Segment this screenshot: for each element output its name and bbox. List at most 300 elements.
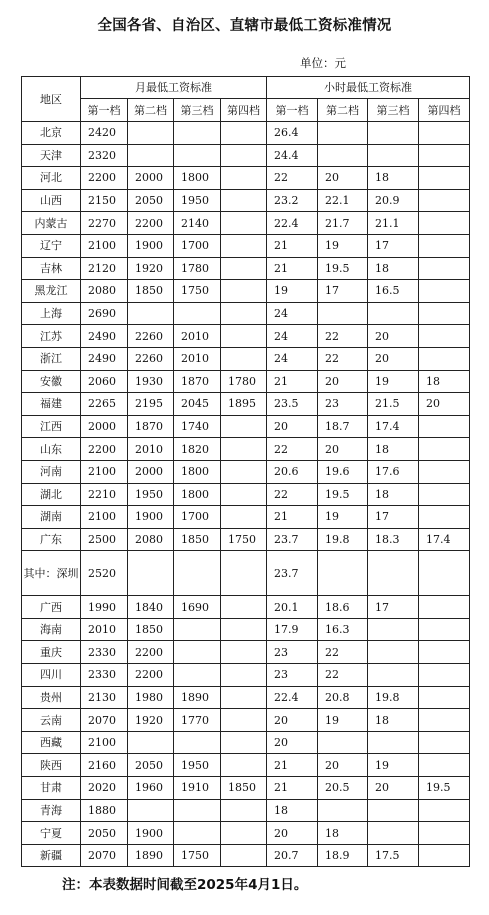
region-cell: 宁夏 [22,822,81,845]
monthly-tier-4-cell [221,347,267,370]
hourly-header: 小时最低工资标准 [267,77,470,99]
monthly-tier-1-cell: 2070 [81,709,128,732]
hourly-tier-3-cell: 18 [368,438,419,461]
region-cell: 北京 [22,122,81,145]
monthly-tier-4-cell [221,325,267,348]
monthly-tier-1-cell: 2500 [81,528,128,551]
table-body [22,122,470,867]
region-cell: 新疆 [22,844,81,867]
monthly-tier-3-cell: 1700 [174,234,221,257]
monthly-tier-2-cell: 2200 [128,664,174,687]
monthly-tier-4-cell [221,551,267,596]
monthly-tier-4-cell [221,167,267,190]
monthly-tier-1-cell: 2130 [81,686,128,709]
monthly-tier-1-cell: 2010 [81,618,128,641]
monthly-tier-4-cell [221,641,267,664]
hourly-tier-2-cell: 19 [318,234,368,257]
hourly-tier-4-cell [419,664,470,687]
hourly-tier-4-cell [419,822,470,845]
hourly-tier-1-cell: 20 [267,731,318,754]
hourly-tier-3-cell [368,799,419,822]
hourly-tier-4-cell [419,754,470,777]
hourly-tier-2-cell: 19 [318,709,368,732]
hourly-tier-4-cell: 20 [419,393,470,416]
monthly-tier-1-cell: 2420 [81,122,128,145]
hourly-tier-1-cell: 22 [267,483,318,506]
hourly-tier-1-cell: 22 [267,167,318,190]
table-row [22,528,470,551]
unit-label: 单位：元 [300,56,346,70]
hourly-tier-2-cell [318,122,368,145]
hourly-tier-2-cell: 20 [318,167,368,190]
monthly-tier-3-cell [174,122,221,145]
hourly-tier-3-cell: 19 [368,754,419,777]
hourly-tier-4-cell [419,234,470,257]
monthly-tier-2-cell [128,731,174,754]
hourly-tier-4-cell [419,506,470,529]
monthly-tier-2-cell: 1950 [128,483,174,506]
hourly-tier-2-cell: 18.9 [318,844,368,867]
table-row [22,122,470,145]
minimum-wage-table [21,76,470,867]
monthly-tier-4-cell [221,122,267,145]
monthly-tier-2-cell [128,799,174,822]
region-cell: 浙江 [22,347,81,370]
monthly-tier-2-cell: 1870 [128,415,174,438]
monthly-tier-4-cell [221,438,267,461]
table-row [22,686,470,709]
hourly-tier-1-cell: 24 [267,302,318,325]
monthly-tier-1-cell: 2150 [81,189,128,212]
hourly-tier-1-cell: 24.4 [267,144,318,167]
hourly-tier-4-cell: 19.5 [419,777,470,800]
monthly-tier-1-cell: 2690 [81,302,128,325]
hourly-tier-3-cell: 17 [368,234,419,257]
hourly-tier-1-cell: 23.7 [267,528,318,551]
hourly-tier-3-cell: 17.6 [368,460,419,483]
hourly-tier-2-cell: 21.7 [318,212,368,235]
hourly-tier-3-cell: 17 [368,596,419,619]
monthly-tier-3-cell: 2010 [174,347,221,370]
footnote: 注：本表数据时间截至2025年4月1日。 [62,877,308,893]
hourly-tier-3-cell: 17.4 [368,415,419,438]
monthly-tier-2-cell: 2080 [128,528,174,551]
monthly-tier-1-cell: 2520 [81,551,128,596]
region-cell: 其中：深圳 [22,551,81,596]
region-header: 地区 [22,77,81,122]
monthly-tier-3-cell: 1780 [174,257,221,280]
monthly-tier-4-cell: 1895 [221,393,267,416]
hourly-tier-1-cell: 21 [267,777,318,800]
hourly-tier-3-cell: 18 [368,709,419,732]
monthly-tier-3-cell: 1950 [174,754,221,777]
hourly-tier-4-cell [419,302,470,325]
hourly-tier-3-cell: 20 [368,777,419,800]
region-cell: 湖南 [22,506,81,529]
monthly-tier-2-cell: 2050 [128,189,174,212]
hourly-tier-3-cell [368,641,419,664]
hourly-tier-2-cell: 18.7 [318,415,368,438]
hourly-tier-2-cell: 20.5 [318,777,368,800]
hourly-tier-2-cell: 18.6 [318,596,368,619]
monthly-tier-2-cell: 2200 [128,641,174,664]
hourly-tier-4-cell [419,686,470,709]
monthly-tier-3-cell [174,551,221,596]
table-row [22,777,470,800]
monthly-tier-2-cell: 1900 [128,506,174,529]
hourly-tier-2-cell: 19.6 [318,460,368,483]
hourly-tier-3-cell: 16.5 [368,280,419,303]
table-row [22,483,470,506]
monthly-tier-2-cell: 1900 [128,234,174,257]
table-row [22,754,470,777]
monthly-tier-4-cell [221,618,267,641]
table-row [22,415,470,438]
hourly-tier-2-cell: 17 [318,280,368,303]
table-row [22,189,470,212]
monthly-tier-3-cell: 1870 [174,370,221,393]
monthly-tier-2-cell: 1900 [128,822,174,845]
hourly-tier-4-cell [419,415,470,438]
hourly-tier-3-cell [368,822,419,845]
hourly-tier-4-cell [419,483,470,506]
monthly-tier-1-cell: 2000 [81,415,128,438]
hourly-tier-2-cell: 23 [318,393,368,416]
hourly-tier-2-cell [318,799,368,822]
table-row [22,234,470,257]
region-cell: 天津 [22,144,81,167]
hourly-tier-4-cell [419,212,470,235]
hourly-tier-1-cell: 20 [267,415,318,438]
hourly-tier-1-cell: 20.7 [267,844,318,867]
monthly-tier-2-cell [128,551,174,596]
table-row [22,844,470,867]
table-row [22,370,470,393]
table-row [22,460,470,483]
table-row [22,438,470,461]
region-cell: 山东 [22,438,81,461]
monthly-tier-3-cell: 1890 [174,686,221,709]
monthly-tier-4-cell [221,460,267,483]
monthly-tier-3-cell: 2010 [174,325,221,348]
hourly-tier-2-cell: 20 [318,370,368,393]
region-cell: 河北 [22,167,81,190]
monthly-tier-1-cell: 2200 [81,438,128,461]
monthly-tier-1-cell: 2100 [81,506,128,529]
monthly-tier-4-cell: 1780 [221,370,267,393]
region-cell: 内蒙古 [22,212,81,235]
region-cell: 西藏 [22,731,81,754]
hourly-tier-4-cell [419,799,470,822]
hourly-tier-1-cell: 21 [267,370,318,393]
monthly-tier-1-cell: 2120 [81,257,128,280]
hourly-tier-2-cell: 18 [318,822,368,845]
monthly-tier-3-cell: 1910 [174,777,221,800]
hourly-tier-header: 第四档 [419,99,470,122]
monthly-tier-2-cell: 1850 [128,280,174,303]
hourly-tier-1-cell: 21 [267,754,318,777]
monthly-tier-3-cell: 1850 [174,528,221,551]
monthly-tier-4-cell [221,731,267,754]
hourly-tier-2-cell [318,731,368,754]
hourly-tier-2-cell: 19.5 [318,257,368,280]
table-row [22,506,470,529]
region-cell: 江西 [22,415,81,438]
monthly-tier-2-cell: 2260 [128,347,174,370]
monthly-tier-4-cell [221,415,267,438]
hourly-tier-4-cell [419,731,470,754]
monthly-tier-1-cell: 2100 [81,731,128,754]
monthly-tier-4-cell: 1750 [221,528,267,551]
hourly-tier-1-cell: 23 [267,641,318,664]
region-cell: 广西 [22,596,81,619]
monthly-tier-header: 第二档 [128,99,174,122]
hourly-tier-1-cell: 23.7 [267,551,318,596]
hourly-tier-4-cell [419,280,470,303]
hourly-tier-2-cell: 20 [318,438,368,461]
hourly-tier-1-cell: 17.9 [267,618,318,641]
hourly-tier-2-cell: 19.8 [318,528,368,551]
monthly-tier-3-cell [174,618,221,641]
monthly-tier-2-cell: 2000 [128,460,174,483]
hourly-tier-2-cell [318,302,368,325]
monthly-header: 月最低工资标准 [81,77,267,99]
hourly-tier-2-cell: 19.5 [318,483,368,506]
monthly-tier-2-cell [128,144,174,167]
hourly-tier-3-cell: 17 [368,506,419,529]
table-row [22,144,470,167]
hourly-tier-3-cell: 20 [368,347,419,370]
hourly-tier-1-cell: 21 [267,257,318,280]
table-row [22,731,470,754]
hourly-tier-3-cell: 20.9 [368,189,419,212]
hourly-tier-3-cell: 21.5 [368,393,419,416]
monthly-tier-2-cell: 2050 [128,754,174,777]
monthly-tier-1-cell: 2050 [81,822,128,845]
page-title: 全国各省、自治区、直辖市最低工资标准情况 [97,18,392,34]
monthly-tier-3-cell [174,302,221,325]
table-row [22,822,470,845]
monthly-tier-2-cell: 1920 [128,257,174,280]
table-row [22,551,470,596]
hourly-tier-2-cell: 16.3 [318,618,368,641]
monthly-tier-4-cell [221,799,267,822]
monthly-tier-3-cell: 1750 [174,844,221,867]
table-row [22,393,470,416]
monthly-tier-1-cell: 2270 [81,212,128,235]
hourly-tier-1-cell: 22 [267,438,318,461]
hourly-tier-1-cell: 23.2 [267,189,318,212]
hourly-tier-4-cell [419,551,470,596]
table-row [22,325,470,348]
monthly-tier-1-cell: 2320 [81,144,128,167]
monthly-tier-1-cell: 2330 [81,641,128,664]
hourly-tier-3-cell [368,144,419,167]
hourly-tier-1-cell: 21 [267,234,318,257]
hourly-tier-4-cell [419,347,470,370]
hourly-tier-4-cell [419,189,470,212]
monthly-tier-2-cell [128,302,174,325]
region-cell: 江苏 [22,325,81,348]
monthly-tier-4-cell [221,596,267,619]
monthly-tier-3-cell: 1950 [174,189,221,212]
monthly-tier-2-cell: 1920 [128,709,174,732]
monthly-tier-4-cell [221,144,267,167]
region-cell: 甘肃 [22,777,81,800]
hourly-tier-3-cell: 18 [368,167,419,190]
table-row [22,347,470,370]
hourly-tier-3-cell: 20 [368,325,419,348]
hourly-tier-3-cell [368,664,419,687]
table-row [22,664,470,687]
hourly-tier-1-cell: 23 [267,664,318,687]
monthly-tier-3-cell: 1690 [174,596,221,619]
monthly-tier-2-cell: 1960 [128,777,174,800]
region-cell: 安徽 [22,370,81,393]
region-cell: 黑龙江 [22,280,81,303]
monthly-tier-3-cell [174,822,221,845]
hourly-tier-3-cell: 19.8 [368,686,419,709]
hourly-tier-header: 第二档 [318,99,368,122]
monthly-tier-4-cell [221,844,267,867]
monthly-tier-4-cell [221,822,267,845]
hourly-tier-4-cell [419,122,470,145]
table-row [22,709,470,732]
hourly-tier-1-cell: 20.6 [267,460,318,483]
monthly-tier-1-cell: 2080 [81,280,128,303]
monthly-tier-3-cell: 1740 [174,415,221,438]
hourly-tier-3-cell [368,731,419,754]
monthly-tier-1-cell: 2490 [81,347,128,370]
monthly-tier-3-cell: 1800 [174,167,221,190]
region-cell: 山西 [22,189,81,212]
hourly-tier-1-cell: 20 [267,709,318,732]
monthly-tier-header: 第三档 [174,99,221,122]
hourly-tier-1-cell: 21 [267,506,318,529]
hourly-tier-1-cell: 24 [267,347,318,370]
hourly-tier-1-cell: 20.1 [267,596,318,619]
monthly-tier-2-cell: 1840 [128,596,174,619]
monthly-tier-1-cell: 2160 [81,754,128,777]
monthly-tier-4-cell [221,189,267,212]
monthly-tier-3-cell [174,641,221,664]
hourly-tier-2-cell: 22.1 [318,189,368,212]
hourly-tier-1-cell: 22.4 [267,212,318,235]
hourly-tier-4-cell [419,844,470,867]
hourly-tier-3-cell [368,551,419,596]
monthly-tier-2-cell [128,122,174,145]
hourly-tier-4-cell [419,641,470,664]
monthly-tier-2-cell: 1890 [128,844,174,867]
monthly-tier-4-cell [221,686,267,709]
monthly-tier-3-cell: 1700 [174,506,221,529]
monthly-tier-3-cell [174,731,221,754]
monthly-tier-2-cell: 2200 [128,212,174,235]
hourly-tier-3-cell: 18 [368,257,419,280]
monthly-tier-3-cell: 1820 [174,438,221,461]
monthly-tier-2-cell: 2010 [128,438,174,461]
monthly-tier-4-cell [221,234,267,257]
hourly-tier-2-cell: 19 [318,506,368,529]
table-row [22,641,470,664]
table-row [22,257,470,280]
hourly-tier-2-cell: 22 [318,325,368,348]
table-row [22,280,470,303]
monthly-tier-2-cell: 2000 [128,167,174,190]
monthly-tier-1-cell: 2330 [81,664,128,687]
monthly-tier-3-cell [174,664,221,687]
monthly-tier-3-cell: 1800 [174,460,221,483]
hourly-tier-4-cell [419,167,470,190]
monthly-tier-3-cell [174,144,221,167]
hourly-tier-4-cell [419,709,470,732]
monthly-tier-1-cell: 2265 [81,393,128,416]
hourly-tier-2-cell: 22 [318,641,368,664]
monthly-tier-2-cell: 1980 [128,686,174,709]
hourly-tier-4-cell [419,438,470,461]
monthly-tier-4-cell [221,506,267,529]
monthly-tier-2-cell: 1850 [128,618,174,641]
table-row [22,799,470,822]
monthly-tier-3-cell: 2045 [174,393,221,416]
hourly-tier-3-cell: 17.5 [368,844,419,867]
table-row [22,167,470,190]
hourly-tier-1-cell: 19 [267,280,318,303]
table-row [22,212,470,235]
hourly-tier-2-cell: 22 [318,664,368,687]
monthly-tier-4-cell: 1850 [221,777,267,800]
region-cell: 四川 [22,664,81,687]
hourly-tier-3-cell: 18 [368,483,419,506]
monthly-tier-4-cell [221,212,267,235]
hourly-tier-1-cell: 23.5 [267,393,318,416]
hourly-tier-2-cell: 22 [318,347,368,370]
hourly-tier-4-cell [419,618,470,641]
monthly-tier-4-cell [221,709,267,732]
monthly-tier-1-cell: 2200 [81,167,128,190]
monthly-tier-2-cell: 2195 [128,393,174,416]
region-cell: 云南 [22,709,81,732]
monthly-tier-1-cell: 2100 [81,234,128,257]
hourly-tier-4-cell: 17.4 [419,528,470,551]
region-cell: 陕西 [22,754,81,777]
monthly-tier-1-cell: 1880 [81,799,128,822]
monthly-tier-1-cell: 2210 [81,483,128,506]
monthly-tier-2-cell: 2260 [128,325,174,348]
monthly-tier-4-cell [221,754,267,777]
hourly-tier-1-cell: 24 [267,325,318,348]
monthly-tier-4-cell [221,257,267,280]
monthly-tier-header: 第四档 [221,99,267,122]
hourly-tier-header: 第一档 [267,99,318,122]
region-cell: 吉林 [22,257,81,280]
hourly-tier-2-cell: 20.8 [318,686,368,709]
hourly-tier-3-cell: 21.1 [368,212,419,235]
hourly-tier-1-cell: 26.4 [267,122,318,145]
hourly-tier-1-cell: 18 [267,799,318,822]
region-cell: 海南 [22,618,81,641]
hourly-tier-3-cell [368,302,419,325]
table-row [22,596,470,619]
monthly-tier-1-cell: 1990 [81,596,128,619]
monthly-tier-3-cell [174,799,221,822]
monthly-tier-1-cell: 2070 [81,844,128,867]
region-cell: 河南 [22,460,81,483]
monthly-tier-4-cell [221,280,267,303]
monthly-tier-header: 第一档 [81,99,128,122]
monthly-tier-3-cell: 1800 [174,483,221,506]
monthly-tier-3-cell: 2140 [174,212,221,235]
